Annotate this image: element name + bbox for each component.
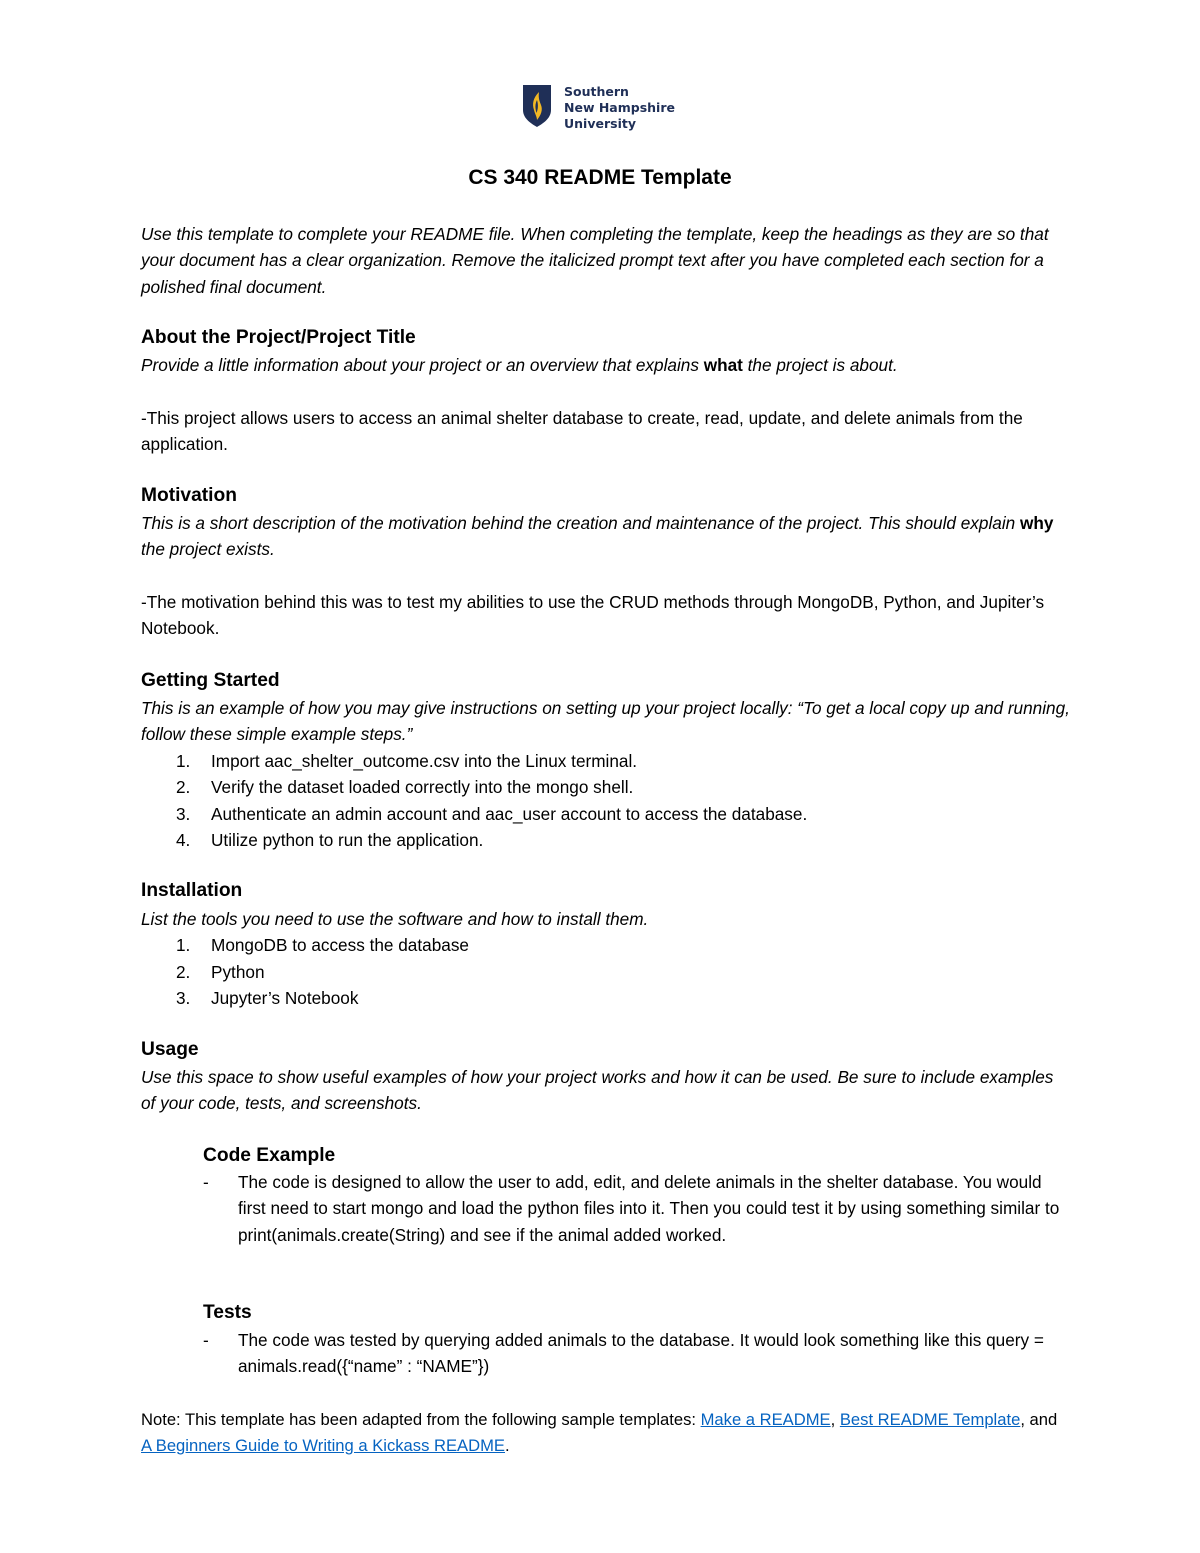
list-item <box>141 801 1071 827</box>
snhu-shield-icon <box>522 84 552 128</box>
list-item <box>141 1327 1071 1380</box>
beginners-guide-link[interactable]: A Beginners Guide to Writing a Kickass README <box>141 1436 505 1456</box>
usage-heading: Usage <box>141 1039 199 1060</box>
list-text: Utilize python to run the application. <box>211 830 484 851</box>
list-item <box>141 774 1071 800</box>
code-example-text: The code is designed to allow the user to add, edit, and delete animals in the shelter database. You would first need to start mongo and load the python files into it. Then you could test it by using something similar to print(animals.create(String) and see if the animal added worked. <box>238 1172 1060 1245</box>
note-separator: , <box>830 1410 840 1429</box>
motivation-body: -The motivation behind this was to test my abilities to use the CRUD methods through MongoDB, Python, and Jupiter’s Notebook. <box>141 592 1045 639</box>
about-prompt-emphasis: what <box>703 355 743 375</box>
make-a-readme-link[interactable]: Make a README <box>700 1410 831 1429</box>
code-example-heading: Code Example <box>203 1145 336 1166</box>
snhu-wordmark <box>564 84 675 132</box>
list-text: Python <box>211 961 265 982</box>
motivation-prompt-text: This is a short description of the motivation behind the creation and maintenance of the project. This should explain <box>141 513 1020 533</box>
note-separator: , and <box>1020 1410 1058 1429</box>
list-item <box>141 932 1071 958</box>
list-item <box>141 985 1071 1011</box>
list-number: 1. <box>176 935 191 956</box>
installation-prompt: List the tools you need to use the software and how to install them. <box>141 909 649 929</box>
list-item <box>141 1169 1071 1248</box>
tests-heading: Tests <box>203 1302 252 1323</box>
list-text: Authenticate an admin account and aac_user account to access the database. <box>211 803 808 824</box>
list-number: 2. <box>176 777 191 798</box>
installation-section <box>141 906 1071 1012</box>
dash-bullet: - <box>203 1330 209 1350</box>
about-body: -This project allows users to access an animal shelter database to create, read, update, and delete animals from the application. <box>141 408 1023 455</box>
logo-line-2: New Hampshire <box>564 100 675 115</box>
list-number: 1. <box>176 750 191 771</box>
about-prompt-text: Provide a little information about your project or an overview that explains <box>141 355 704 375</box>
about-prompt <box>141 352 1071 378</box>
installation-heading: Installation <box>141 880 243 901</box>
getting-started-heading: Getting Started <box>141 670 280 691</box>
installation-list <box>141 932 1071 1011</box>
note-text: Note: This template has been adapted from the following sample templates: <box>141 1410 701 1429</box>
tests-text: The code was tested by querying added animals to the database. It would look something like this query = animals.read({“name” : “NAME”}) <box>238 1330 1044 1377</box>
list-text: MongoDB to access the database <box>211 935 469 956</box>
list-number: 3. <box>176 803 191 824</box>
logo-line-1: Southern <box>564 84 629 99</box>
logo-line-3: University <box>564 116 636 131</box>
list-number: 4. <box>176 830 191 851</box>
dash-bullet: - <box>203 1172 209 1192</box>
about-prompt-end: the project is about. <box>742 355 898 375</box>
motivation-heading: Motivation <box>141 485 237 506</box>
getting-started-section <box>141 695 1071 853</box>
list-text: Verify the dataset loaded correctly into the mongo shell. <box>211 777 634 798</box>
attribution-note <box>141 1407 1071 1460</box>
note-end: . <box>505 1436 510 1456</box>
best-readme-template-link[interactable]: Best README Template <box>839 1410 1021 1429</box>
motivation-prompt <box>141 510 1071 563</box>
list-item <box>141 827 1071 853</box>
list-item <box>141 748 1071 774</box>
list-text: Import aac_shelter_outcome.csv into the Linux terminal. <box>211 750 638 771</box>
about-heading: About the Project/Project Title <box>141 327 416 348</box>
motivation-prompt-end: the project exists. <box>141 539 275 560</box>
tests-section <box>141 1327 1071 1380</box>
about-section <box>141 352 1071 378</box>
getting-started-steps <box>141 748 1071 854</box>
getting-started-prompt: This is an example of how you may give instructions on setting up your project locally: “To get a local copy up and running, follow these simple example steps.” <box>141 698 1070 745</box>
page-title: CS 340 README Template <box>468 166 732 189</box>
snhu-logo <box>522 84 675 132</box>
code-example-section <box>141 1169 1071 1248</box>
list-number: 2. <box>176 961 191 982</box>
usage-prompt: Use this space to show useful examples of how your project works and how it can be used. Be sure to include examples of your code, tests, and screenshots. <box>141 1067 1054 1114</box>
motivation-section <box>141 510 1071 563</box>
intro-prompt: Use this template to complete your README file. When completing the template, keep the headings as they are so that your document has a clear organization. Remove the italicized prompt text after you have completed each section for a polished final document. <box>141 224 1049 297</box>
list-text: Jupyter’s Notebook <box>211 988 359 1009</box>
list-number: 3. <box>176 988 191 1009</box>
motivation-prompt-emphasis: why <box>1019 513 1054 533</box>
list-item <box>141 959 1071 985</box>
